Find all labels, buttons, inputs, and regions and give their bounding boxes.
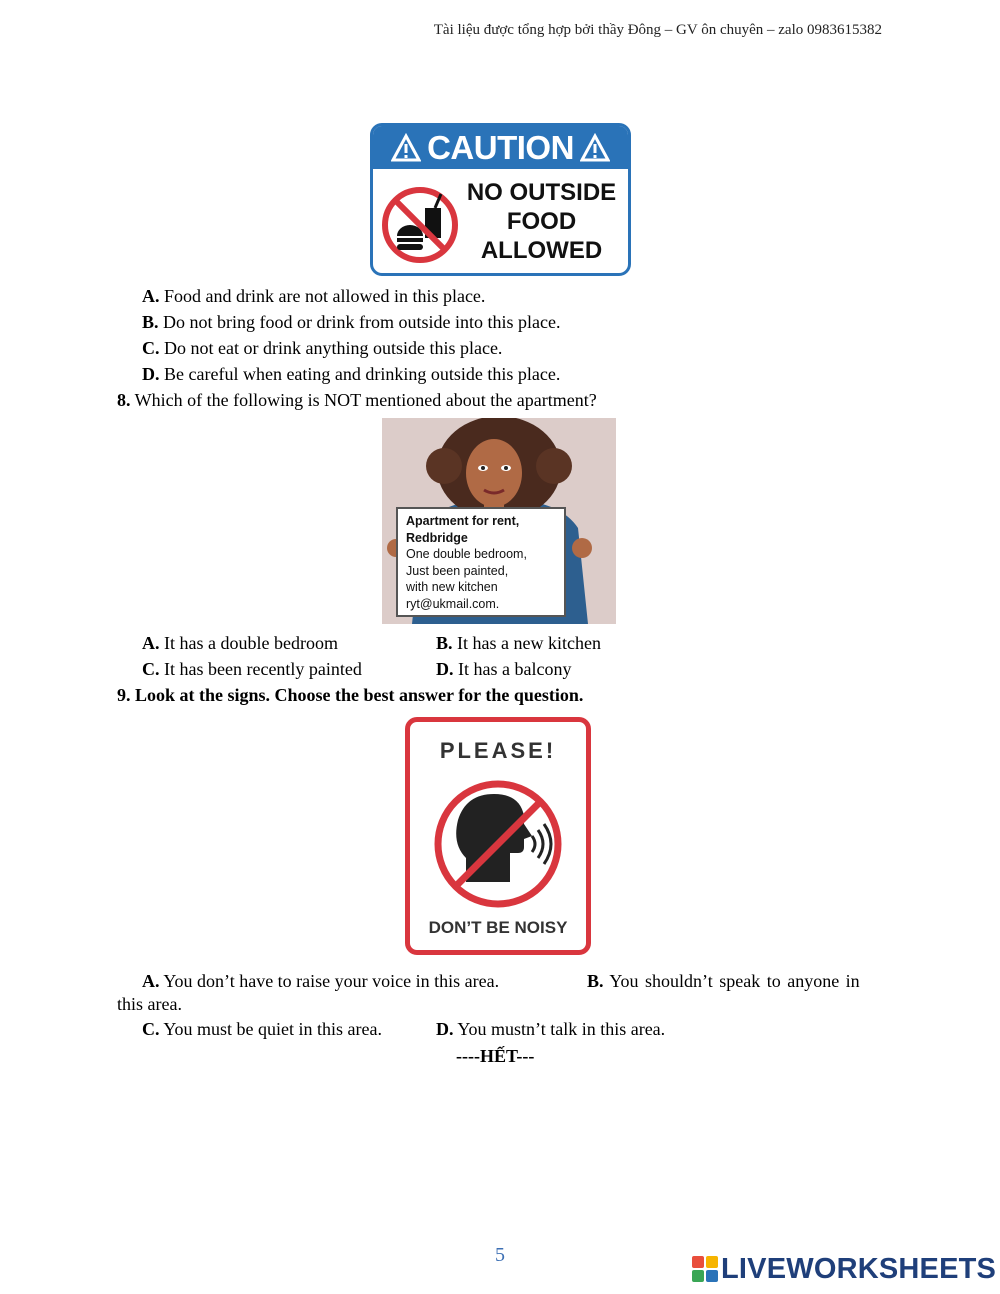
- option-text: It has a new kitchen: [452, 633, 601, 653]
- q9-option-a[interactable]: [142, 971, 499, 992]
- caution-line-1: NO OUTSIDE: [466, 179, 617, 206]
- ad-line-1: Apartment for rent,: [406, 514, 520, 528]
- option-text: Be careful when eating and drinking outside this place.: [159, 364, 561, 384]
- caution-line-2: FOOD: [506, 208, 577, 235]
- caution-sign-text: [459, 178, 624, 265]
- option-letter: A.: [142, 971, 160, 991]
- option-letter: D.: [436, 659, 454, 679]
- caution-sign-image: [370, 123, 631, 276]
- option-text: It has a double bedroom: [159, 633, 338, 653]
- caution-line-3: ALLOWED: [480, 237, 603, 264]
- q8-option-a[interactable]: [142, 633, 338, 654]
- sign-top-text: PLEASE!: [439, 738, 557, 763]
- option-letter: C.: [142, 1019, 160, 1039]
- option-text: It has been recently painted: [159, 659, 362, 679]
- q7-option-c[interactable]: [142, 338, 502, 359]
- q8-option-c[interactable]: [142, 659, 362, 680]
- q8-question: [117, 390, 597, 411]
- option-letter: B.: [436, 633, 453, 653]
- option-text: You don’t have to raise your voice in this area.: [159, 971, 500, 991]
- liveworksheets-icon: [692, 1256, 718, 1282]
- warning-icon: [580, 133, 610, 163]
- q7-option-b[interactable]: [142, 312, 560, 333]
- option-letter: B.: [587, 971, 604, 991]
- page-header: Tài liệu được tổng hợp bởi thầy Đông – GV ôn chuyên – zalo 0983615382: [433, 22, 882, 38]
- option-text: You mustn’t talk in this area.: [453, 1019, 666, 1039]
- ad-line-6: ryt@ukmail.com.: [406, 596, 500, 611]
- no-talking-icon: [428, 774, 568, 914]
- caution-label: CAUTION: [427, 128, 574, 166]
- sign-bottom-text: DON’T BE NOISY: [428, 918, 568, 937]
- option-letter: A.: [142, 633, 160, 653]
- option-text: Do not bring food or drink from outside into this place.: [158, 312, 561, 332]
- q7-option-d[interactable]: [142, 364, 560, 385]
- caution-banner: [373, 126, 628, 169]
- option-letter: B.: [142, 312, 159, 332]
- q9-option-c[interactable]: [142, 1019, 382, 1040]
- dont-be-noisy-sign-image: [405, 717, 591, 955]
- option-letter: A.: [142, 286, 160, 306]
- ad-line-5: with new kitchen: [406, 580, 498, 594]
- apartment-ad-card: [396, 507, 566, 617]
- option-letter: C.: [142, 338, 160, 358]
- q7-option-a[interactable]: [142, 286, 485, 307]
- q9-option-d[interactable]: [436, 1019, 665, 1040]
- apartment-ad-image: [382, 418, 616, 624]
- logo-text: LIVEWORKSHEETS: [721, 1252, 997, 1285]
- q9-option-b-continuation: this area.: [117, 994, 182, 1014]
- liveworksheets-logo[interactable]: [692, 1252, 996, 1286]
- option-text: It has a balcony: [453, 659, 572, 679]
- no-food-icon: [379, 184, 461, 266]
- question-text: Which of the following is NOT mentioned about the apartment?: [130, 390, 597, 410]
- option-letter: C.: [142, 659, 160, 679]
- warning-icon: [391, 133, 421, 163]
- option-text: Food and drink are not allowed in this place.: [159, 286, 486, 306]
- option-letter: D.: [436, 1019, 454, 1039]
- ad-line-3: One double bedroom,: [406, 547, 527, 561]
- ad-line-4: Just been painted,: [406, 563, 509, 578]
- option-text: Do not eat or drink anything outside this place.: [159, 338, 503, 358]
- page-number: 5: [495, 1244, 505, 1266]
- ad-line-2: Redbridge: [406, 530, 468, 545]
- option-text: You must be quiet in this area.: [159, 1019, 382, 1039]
- option-letter: D.: [142, 364, 160, 384]
- q9-title: 9. Look at the signs. Choose the best answer for the question.: [117, 685, 584, 705]
- q8-option-d[interactable]: [436, 659, 571, 680]
- end-mark: ----HẾT---: [456, 1046, 535, 1066]
- option-text: You shouldn’t speak to anyone in: [603, 971, 860, 991]
- question-number: 8.: [117, 390, 131, 410]
- q8-option-b[interactable]: [436, 633, 601, 654]
- q9-option-b[interactable]: [587, 971, 860, 992]
